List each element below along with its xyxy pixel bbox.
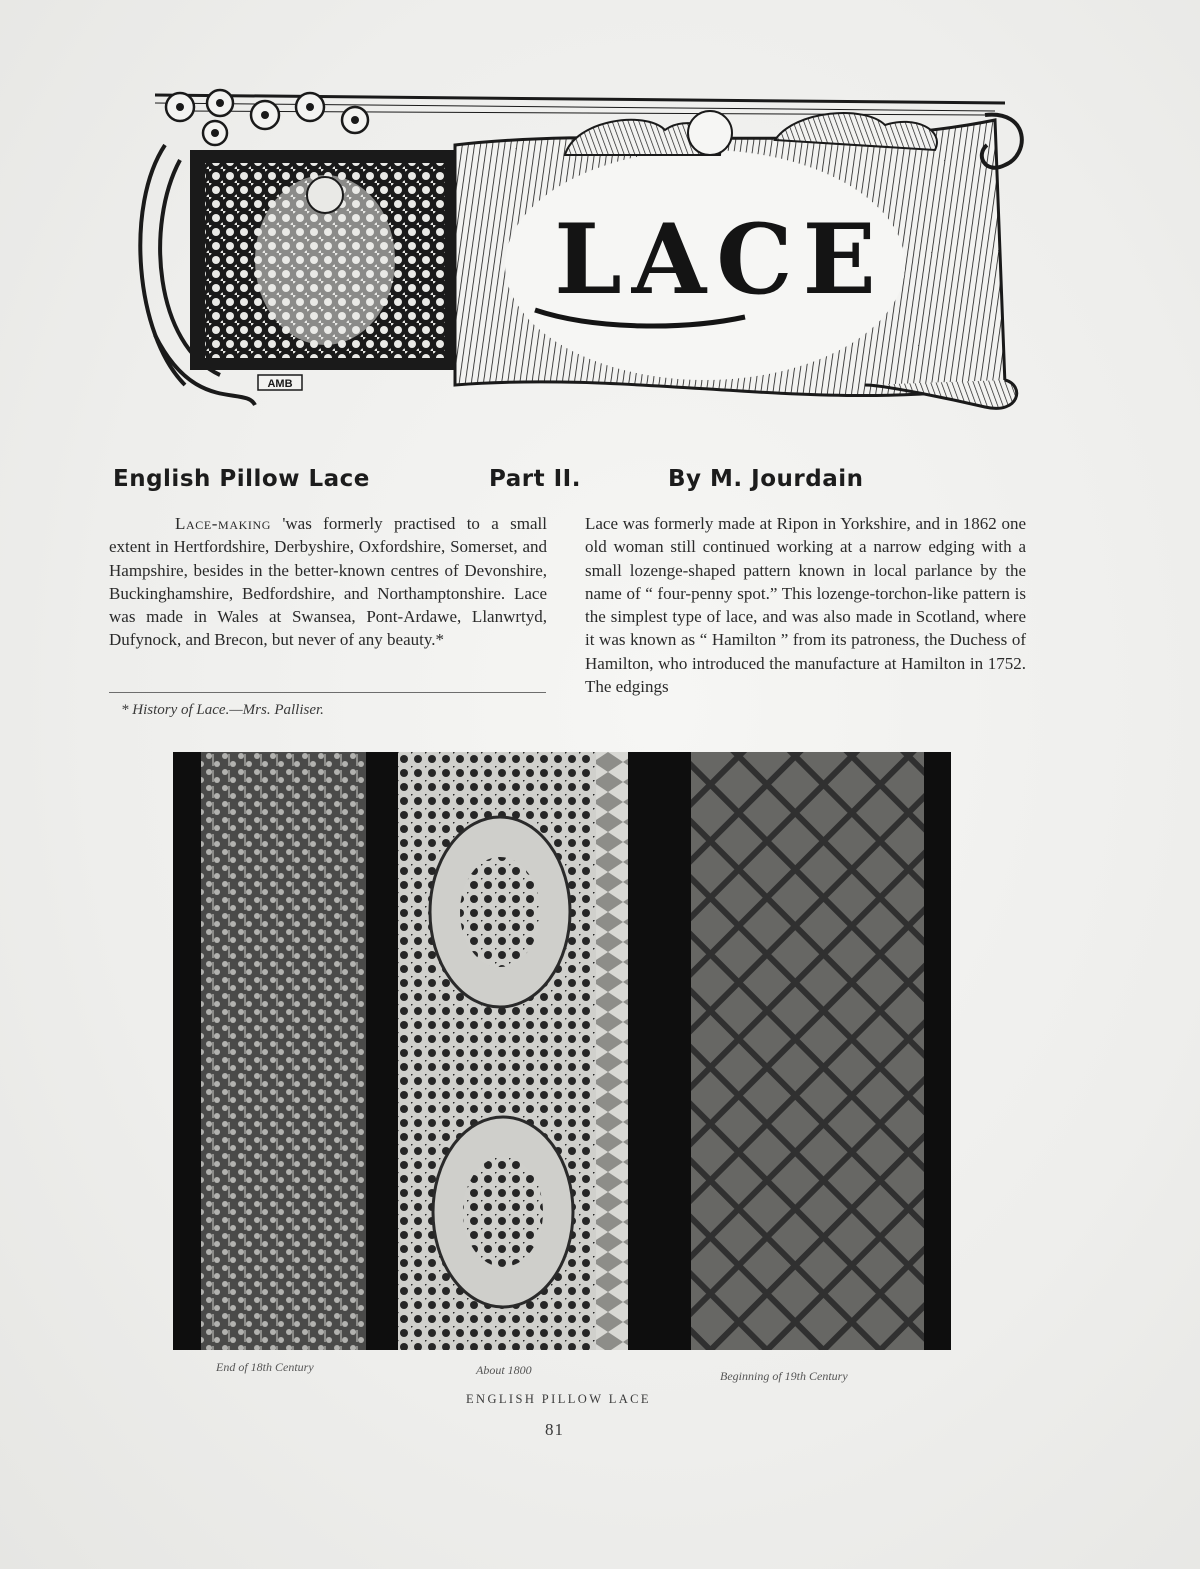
lace-title: LACE (554, 203, 886, 316)
body-column-left (109, 512, 547, 652)
article-author: By M. Jourdain (668, 466, 864, 492)
body-column-right (585, 512, 1026, 698)
header-illustration (125, 85, 1030, 420)
right-paragraph: Lace was formerly made at Ripon in Yorkshire, and in 1862 one old woman still continued working at a narrow edging with a small lozenge-shaped pattern known in local parlance by the name of “ four-penny spot.” This lozenge-torchon-like pattern is the simplest type of lace, and was also made in Scotland, where it was known as “ Hamilton ” from its patroness, the Duchess of Hamilton, who introduced the manufacture at Hamilton in 1752. The edgings (585, 514, 1026, 697)
figure-title: ENGLISH PILLOW LACE (466, 1392, 651, 1406)
footnote: * History of Lace.—Mrs. Palliser. (121, 702, 324, 718)
left-paragraph: 'was formerly practised to a small extent in Hertfordshire, Derbyshire, Oxfordshire, Somerset, and Hampshire, besides in the better-known centres of Devonshire, Buckinghamshire, Bedfordshire, and Northamptonshire. Lace was made in Wales at Swansea, Pont-Ardawe, Llanwrtyd, Dufynock, and Brecon, but never of any beauty.* (109, 514, 547, 650)
lead-in: Lace-making (175, 514, 271, 533)
article-part: Part II. (489, 466, 581, 492)
article-title: English Pillow Lace (113, 466, 370, 492)
lace-photograph (173, 752, 951, 1350)
monogram-text: AMB (267, 378, 293, 390)
caption-left: End of 18th Century (216, 1360, 314, 1374)
caption-middle: About 1800 (476, 1363, 532, 1377)
caption-right: Beginning of 19th Century (720, 1369, 848, 1383)
footnote-rule (109, 692, 546, 693)
page-number: 81 (545, 1420, 564, 1439)
